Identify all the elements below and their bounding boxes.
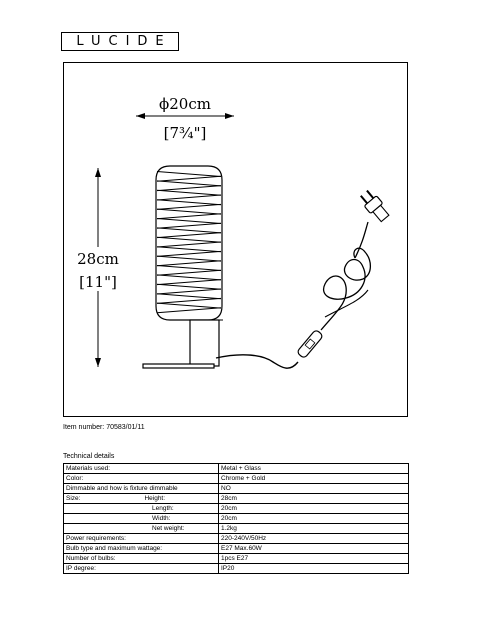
spec-label: Number of bulbs: xyxy=(66,555,116,562)
spec-label-cell xyxy=(64,464,219,474)
spec-label: Size: xyxy=(66,495,81,502)
spec-value: E27 Max.60W xyxy=(219,544,409,554)
technical-details-table xyxy=(63,463,409,574)
spec-label-cell xyxy=(64,494,219,504)
spec-label-cell xyxy=(64,514,219,524)
spec-row xyxy=(64,484,409,494)
spec-value: Metal + Glass xyxy=(219,464,409,474)
spec-label-cell xyxy=(64,564,219,574)
diameter-arrow-right xyxy=(225,113,234,119)
spec-value: Chrome + Gold xyxy=(219,474,409,484)
item-number-value: 70583/01/11 xyxy=(106,424,145,431)
spec-row xyxy=(64,494,409,504)
spec-label: Color: xyxy=(66,475,84,482)
spec-row xyxy=(64,524,409,534)
spec-value: 1.2kg xyxy=(219,524,409,534)
spec-row xyxy=(64,504,409,514)
spec-label: IP degree: xyxy=(66,565,96,572)
spec-row xyxy=(64,564,409,574)
spec-label-cell xyxy=(64,554,219,564)
height-metric-label: 28cm xyxy=(77,250,119,268)
spec-label-cell xyxy=(64,534,219,544)
coiled-cable xyxy=(321,248,370,330)
spec-label-cell xyxy=(64,474,219,484)
power-plug xyxy=(358,188,391,224)
spec-row xyxy=(64,474,409,484)
spec-value: 20cm xyxy=(219,514,409,524)
spec-value: 220-240V/50Hz xyxy=(219,534,409,544)
spec-label: Dimmable and how is fixture dimmable xyxy=(66,485,178,492)
diameter-metric-label: ϕ20cm xyxy=(159,95,211,113)
spec-row xyxy=(64,514,409,524)
spec-label-cell xyxy=(64,484,219,494)
spec-row xyxy=(64,544,409,554)
spec-value: 20cm xyxy=(219,504,409,514)
item-number-label: Item number: xyxy=(63,424,105,431)
brand-logo-text: LUCIDE xyxy=(76,34,172,49)
spec-value: 28cm xyxy=(219,494,409,504)
lamp-stem xyxy=(190,320,219,366)
spec-row xyxy=(64,534,409,544)
brand-logo xyxy=(61,32,179,51)
cable-to-switch xyxy=(216,355,298,368)
spec-value: IP20 xyxy=(219,564,409,574)
height-arrow-top xyxy=(95,168,101,177)
diameter-arrow-left xyxy=(136,113,145,119)
spec-label: Bulb type and maximum wattage: xyxy=(66,545,163,552)
spec-sublabel: Net weight: xyxy=(152,525,185,532)
spec-label-cell xyxy=(64,504,219,514)
spec-row xyxy=(64,554,409,564)
spec-sublabel: Width: xyxy=(152,515,171,522)
lamp-base xyxy=(143,364,214,368)
lamp-technical-drawing xyxy=(63,62,408,417)
spec-label: Power requirements: xyxy=(66,535,126,542)
spec-row xyxy=(64,464,409,474)
item-number xyxy=(63,424,145,431)
height-arrow-bottom xyxy=(95,358,101,367)
inline-switch xyxy=(297,329,324,358)
spec-label-cell xyxy=(64,544,219,554)
spec-sublabel: Height: xyxy=(144,495,166,502)
spec-value: 1pcs E27 xyxy=(219,554,409,564)
height-imperial-label: [11"] xyxy=(79,273,117,291)
spec-label-cell xyxy=(64,524,219,534)
spec-sublabel: Length: xyxy=(152,505,174,512)
spec-value: NO xyxy=(219,484,409,494)
diameter-imperial-label: [7¾"] xyxy=(163,124,207,142)
technical-details-title: Technical details xyxy=(63,453,115,460)
spec-label: Materials used: xyxy=(66,465,111,472)
lamp-shade xyxy=(156,166,222,320)
